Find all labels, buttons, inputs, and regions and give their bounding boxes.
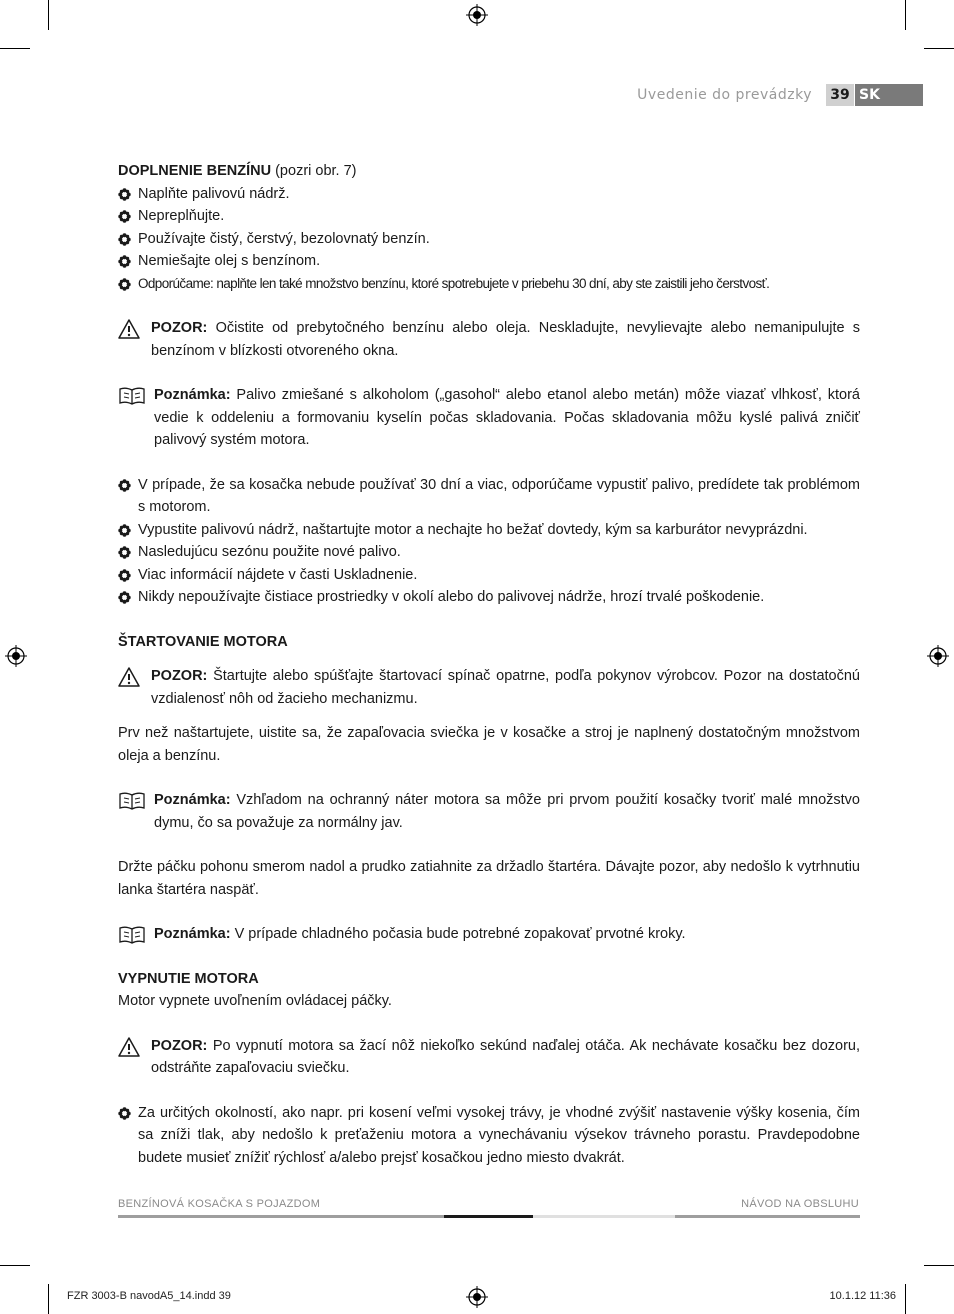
start-note-1 [118,789,860,834]
bullet-text: Viac informácií nájdete v časti Uskladnenie. [138,566,418,583]
book-icon [118,925,146,945]
list-item [118,564,860,587]
registration-mark-icon [466,1286,488,1308]
book-icon [118,791,146,811]
start-warning [118,665,860,710]
flower-bullet-icon [118,233,131,246]
bullet-text: Za určitých okolností, ako napr. pri kosení veľmi vysokej trávy, je vhodné zvýšiť nastavenie výšky kosenia, čím sa zníži tlak, aby nedošlo k preťaženiu motora a vynechávaniu výsekov trávneho porastu. Pravdepodobne budete musieť znížiť rýchlosť a/alebo prejsť kosačkou jedno miesto dvakrát. [138,1104,860,1166]
flower-bullet-icon [118,569,131,582]
stop-heading: VYPNUTIE MOTORA [118,970,259,987]
list-item [118,586,860,609]
bullet-text: Naplňte palivovú nádrž. [138,185,290,202]
refuel-figure-ref: (pozri obr. 7) [271,163,357,179]
crop-mark [0,48,30,49]
note-label: Poznámka: [154,926,231,942]
bullet-text: Nepreplňujte. [138,208,225,224]
warning-text: Štartujte alebo spúšťajte štartovací spínač opatrne, podľa pokynov výrobcov. Pozor na dostatočnú vzdialenosť nôh od žacieho mechanizmu. [151,668,860,707]
flower-bullet-icon [118,524,131,537]
refuel-heading: DOPLNENIE BENZÍNU [118,163,272,179]
flower-bullet-icon [118,546,131,559]
list-item [118,205,860,228]
footer-bar-segment [118,1215,444,1218]
warning-label: POZOR: [151,320,208,336]
start-note-2 [118,923,860,946]
start-heading: ŠTARTOVANIE MOTORA [118,633,288,650]
registration-mark-icon [927,645,949,667]
footer-bar-segment [533,1215,675,1218]
refuel-bullet-list [118,183,860,296]
page-number: 39 [826,84,854,106]
warning-label: POZOR: [151,1037,208,1054]
bullet-text: Vypustite palivovú nádrž, naštartujte motor a nechajte ho bežať dovtedy, kým sa karburátor nevyprázdni. [138,521,808,538]
warning-icon [118,1037,140,1057]
print-slug-right: 10.1.12 11:36 [829,1290,896,1302]
language-badge: SK [855,84,923,106]
bullet-text: Nikdy nepoužívajte čistiace prostriedky v okolí alebo do palivovej nádrže, hrozí trvalé poškodenie. [138,589,765,605]
crop-mark [905,1284,906,1314]
bullet-text: V prípade, že sa kosačka nebude používať 30 dní a viac, odporúčame vypustiť palivo, predídete tak problémom s motorom. [138,476,860,515]
print-slug-left: FZR 3003-B navodA5_14.indd 39 [67,1290,231,1302]
crop-mark [48,1284,49,1314]
list-item [118,250,860,273]
flower-bullet-icon [118,479,131,492]
note-text: Palivo zmiešané s alkoholom („gasohol“ alebo etanol alebo metán) môže viazať vlhkosť, ktorá vedie k oddeleniu a formovaniu kyselín počas skladovania. Počas skladovania môžu kyslé palivá zničiť palivový systém motora. [154,387,860,448]
stop-warning [118,1035,860,1080]
list-item [118,519,860,542]
start-paragraph-1: Prv než naštartujete, uistite sa, že zapaľovacia sviečka je v kosačke a stroj je naplnený dostatočným množstvom oleja a benzínu. [118,725,860,764]
book-icon [118,386,146,406]
list-item [118,474,860,519]
section-title: Uvedenie do prevádzky [637,87,812,103]
warning-icon [118,667,140,687]
page-content [118,160,860,1169]
flower-bullet-icon [118,188,131,201]
bullet-text: Používajte čistý, čerstvý, bezolovnatý benzín. [138,230,430,247]
bullet-text: Nasledujúcu sezónu použite nové palivo. [138,544,401,560]
crop-mark [905,0,906,30]
warning-text: Po vypnutí motora sa žací nôž niekoľko sekúnd naďalej otáča. Ak nechávate kosačku bez dozoru, odstráňte zapaľovaciu sviečku. [151,1037,860,1076]
list-item [118,541,860,564]
note-label: Poznámka: [154,387,231,403]
flower-bullet-icon [118,278,131,291]
bullet-text: Nemiešajte olej s benzínom. [138,253,321,269]
crop-mark [48,0,49,30]
crop-mark [0,1265,30,1266]
stop-paragraph: Motor vypnete uvoľnením ovládacej páčky. [118,993,392,1009]
footer-right: NÁVOD NA OBSLUHU [741,1198,859,1210]
refuel-heading-line [118,160,860,183]
warning-text: Očistite od prebytočného benzínu alebo oleja. Neskladujte, nevylievajte alebo nemanipulujte s benzínom v blízkosti otvoreného okna. [151,320,860,359]
flower-bullet-icon [118,210,131,223]
flower-bullet-icon [118,1107,131,1120]
refuel-warning [118,317,860,362]
note-label: Poznámka: [154,792,231,808]
bullet-text: Odporúčame: naplňte len také množstvo benzínu, ktoré spotrebujete v priebehu 30 dní, aby ste zaistili jeho čerstvosť. [138,275,770,291]
list-item [118,273,860,296]
warning-label: POZOR: [151,668,208,684]
refuel-bullet-list-2 [118,474,860,609]
start-paragraph-2: Držte páčku pohonu smerom nadol a prudko zatiahnite za držadlo štartéra. Dávajte pozor, aby nedošlo k vytrhnutiu lanka štartéra naspäť. [118,859,860,898]
registration-mark-icon [466,4,488,26]
flower-bullet-icon [118,591,131,604]
refuel-note [118,384,860,452]
crop-mark [924,1265,954,1266]
warning-icon [118,319,140,339]
list-item [118,183,860,206]
footer-bar-segment [444,1215,533,1218]
crop-mark [924,48,954,49]
registration-mark-icon [5,645,27,667]
stop-bullet [118,1102,860,1170]
flower-bullet-icon [118,255,131,268]
footer-left: BENZÍNOVÁ KOSAČKA S POJAZDOM [118,1198,321,1210]
note-text: V prípade chladného počasia bude potrebné zopakovať prvotné kroky. [230,926,686,942]
list-item [118,228,860,251]
note-text: Vzhľadom na ochranný náter motora sa môže pri prvom použití kosačky tvoriť malé množstvo dymu, čo sa považuje za normálny jav. [154,792,860,831]
footer-bar-segment [675,1215,860,1218]
